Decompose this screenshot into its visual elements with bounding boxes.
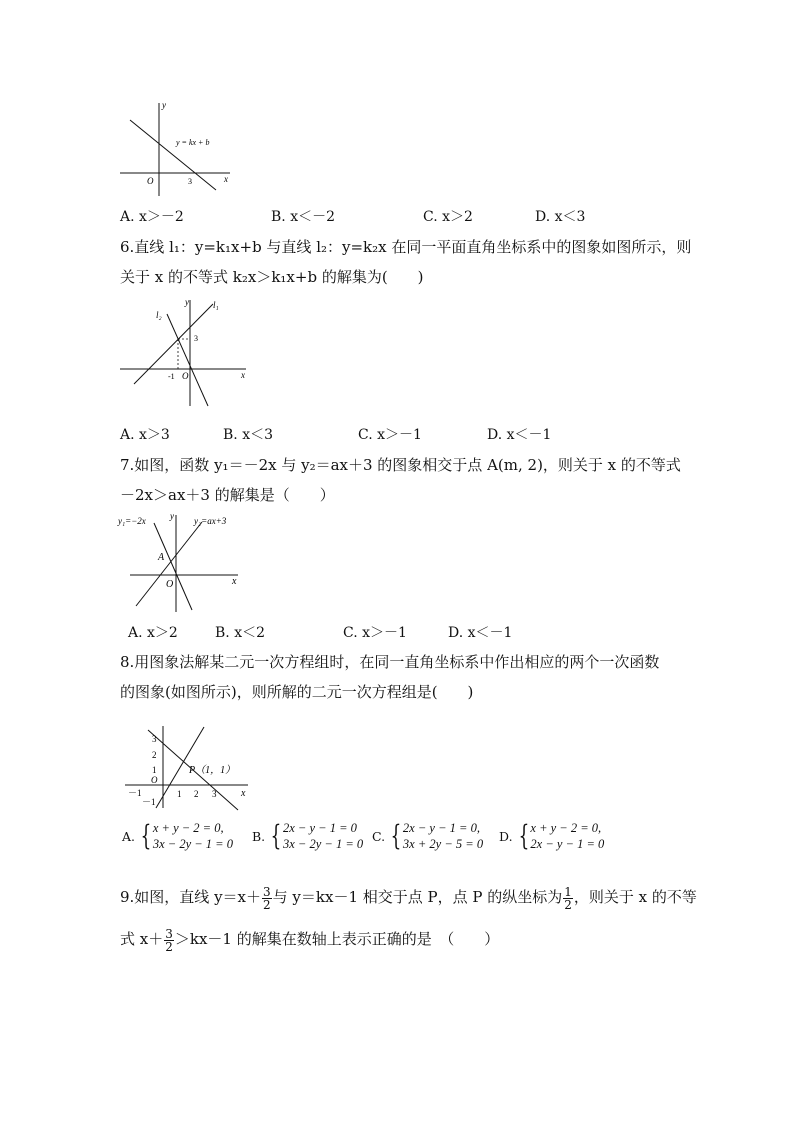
q8-text-line1: 8.用图象法解某二元一次方程组时，在同一直角坐标系中作出相应的两个一次函数 [120, 653, 660, 671]
q9-part5: ＞kx－1 的解集在数轴上表示正确的是 （ ） [174, 930, 500, 948]
q8-b-eq2: 3x − 2y − 1 = 0 [283, 837, 364, 851]
graph-q8 [120, 722, 255, 812]
q5-option-c: C. x＞2 [423, 209, 473, 225]
graph-q7 [116, 510, 246, 615]
graph-q6 [118, 296, 253, 411]
q5-option-b: B. x＜－2 [271, 209, 335, 225]
tick-y-1: 1 [152, 765, 157, 775]
y-label: y [185, 297, 189, 307]
q8-option-a-label: A. [122, 828, 136, 844]
q9-part4: 式 x＋ [120, 930, 164, 948]
q7-option-a: A. x＞2 [128, 625, 178, 641]
line-l2 [167, 314, 208, 406]
tick-x-3: 3 [212, 789, 217, 799]
point-p-label: P（1，1） [189, 765, 236, 776]
q8-text-line2: 的图象(如图所示)，则所解的二元一次方程组是( ) [120, 683, 474, 701]
brace-icon: { [270, 819, 282, 852]
q5-option-a: A. x＞－2 [120, 209, 184, 225]
q8-a-eq2: 3x − 2y − 1 = 0 [152, 837, 233, 851]
q6-option-a: A. x＞3 [120, 427, 170, 443]
q6-text-line2: 关于 x 的不等式 k₂x＞k₁x+b 的解集为( ) [120, 268, 424, 286]
graph-q5 [118, 100, 238, 200]
origin-label: O [151, 775, 158, 785]
tick-3: 3 [194, 334, 198, 343]
l2-label: l₂ [156, 310, 162, 320]
brace-icon: { [518, 819, 529, 852]
point-a-label: A [158, 552, 165, 563]
q8-option-c-label: C. [372, 828, 386, 844]
x-label: x [232, 576, 237, 587]
q8-b-eq1: 2x − y − 1 = 0 [283, 821, 357, 835]
y-label: y [162, 100, 166, 110]
tick-y-minus-1: －1 [142, 797, 156, 807]
tick-x-minus-1: －1 [128, 788, 142, 798]
x-label: x [224, 174, 228, 184]
y-label: y [170, 511, 174, 521]
q7-option-c: C. x＞－1 [343, 625, 407, 641]
frac-numerator: 1 [564, 884, 572, 899]
q8-d-eq1: x + y − 2 = 0, [530, 821, 602, 835]
fraction-3-2 [262, 886, 272, 911]
q6-option-c: C. x＞－1 [358, 427, 422, 443]
q7-text-line1: 7.如图，函数 y₁＝－2x 与 y₂＝ax＋3 的图象相交于点 A(m, 2)，则关于 x 的不等式 [120, 456, 681, 474]
q8-c-eq2: 3x + 2y − 5 = 0 [402, 837, 484, 851]
origin-label: O [166, 579, 174, 590]
origin-label: O [182, 371, 189, 381]
frac-denominator: 2 [564, 897, 572, 912]
line-y1 [154, 523, 192, 610]
q6-option-d: D. x＜－1 [487, 427, 552, 443]
frac-denominator: 2 [165, 939, 173, 954]
q8-d-eq2: 2x − y − 1 = 0 [530, 837, 605, 851]
x-label: x [241, 788, 246, 799]
q7-option-b: B. x＜2 [215, 625, 265, 641]
line-label: y = kx + b [176, 138, 210, 147]
l1-label: l₁ [213, 300, 219, 310]
q8-option-c [372, 820, 483, 852]
tick-y-2: 2 [152, 750, 157, 760]
q8-c-eq1: 2x − y − 1 = 0, [402, 821, 480, 835]
q9-text-line2 [120, 922, 499, 956]
y1-label: y₁=−2x [118, 516, 146, 526]
frac-numerator: 3 [165, 926, 173, 941]
q7-text-line2: －2x＞ax＋3 的解集是（ ） [120, 486, 335, 504]
q8-option-d [499, 820, 604, 852]
origin-label: O [147, 176, 154, 186]
q8-a-eq1: x + y − 2 = 0, [152, 821, 224, 835]
fraction-3-2 [164, 928, 174, 953]
line-kx-b [130, 120, 216, 190]
fraction-1-2 [563, 886, 573, 911]
frac-numerator: 3 [263, 884, 271, 899]
q8-option-b [252, 820, 363, 852]
line-y2 [136, 522, 202, 606]
q6-text-line1: 6.直线 l₁：y=k₁x+b 与直线 l₂：y=k₂x 在同一平面直角坐标系中的图象如图所示，则 [120, 238, 692, 256]
tick-3: 3 [188, 177, 192, 186]
y2-label: y₂=ax+3 [194, 516, 227, 526]
q8-option-a [122, 820, 233, 852]
tick-y-3: 3 [152, 734, 157, 744]
brace-icon: { [140, 819, 152, 852]
q7-option-d: D. x＜－1 [448, 625, 513, 641]
tick-x-2: 2 [194, 789, 199, 799]
q5-option-d: D. x＜3 [535, 209, 586, 225]
q6-option-b: B. x＜3 [223, 427, 273, 443]
x-label: x [241, 370, 245, 380]
tick-x-1: 1 [177, 789, 182, 799]
q9-text-line1 [120, 880, 697, 914]
brace-icon: { [390, 819, 402, 852]
q9-part1: 9.如图，直线 y＝x＋ [120, 888, 262, 906]
q8-option-b-label: B. [252, 828, 266, 844]
tick-minus-1: -1 [168, 372, 175, 381]
frac-denominator: 2 [263, 897, 271, 912]
q9-part3: ，则关于 x 的不等 [573, 888, 697, 906]
q9-part2: 与 y＝kx－1 相交于点 P，点 P 的纵坐标为 [272, 888, 563, 906]
q8-option-d-label: D. [499, 828, 513, 844]
